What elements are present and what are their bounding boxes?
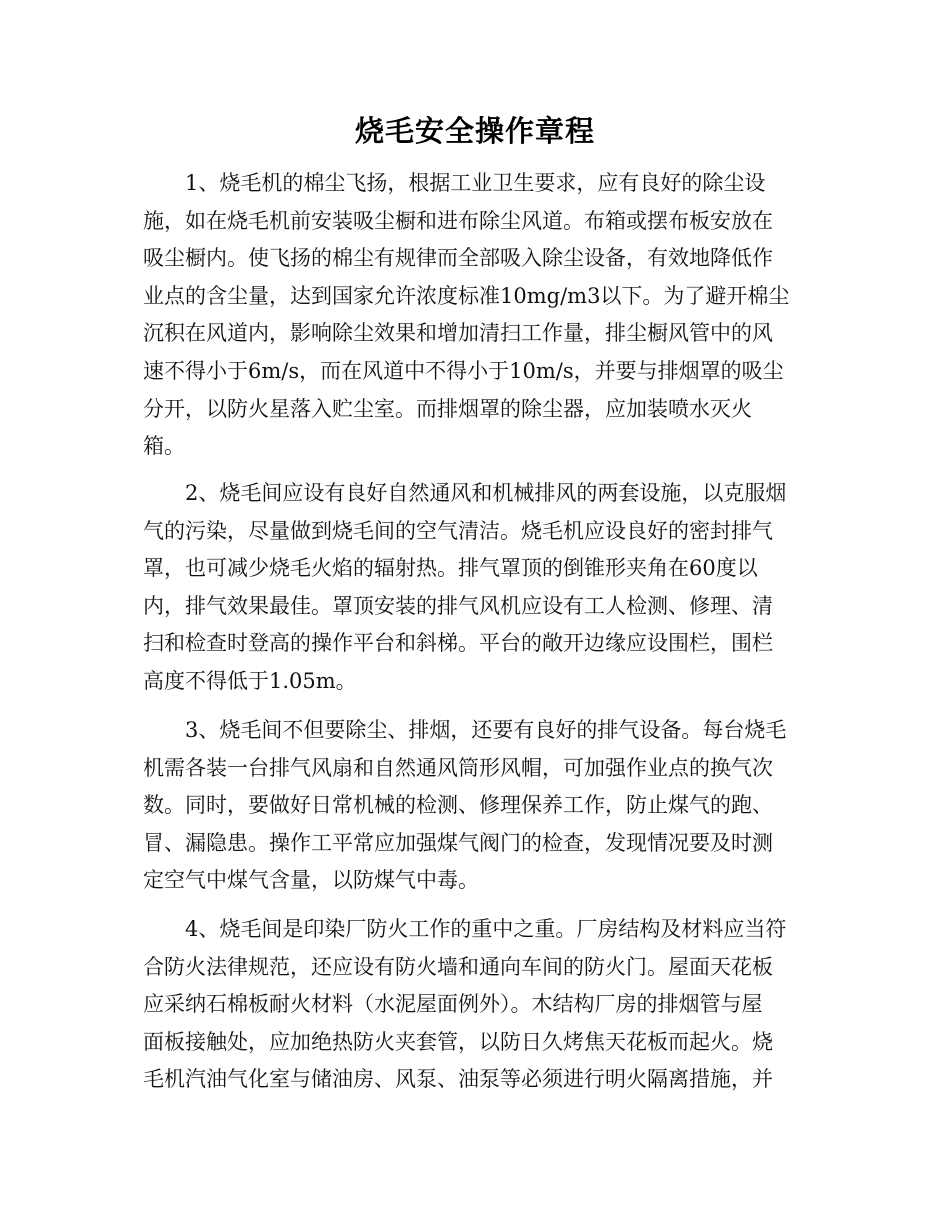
paragraph-line: 扫和检查时登高的操作平台和斜梯。平台的敞开边缘应设围栏，围栏 — [143, 631, 773, 656]
paragraph-4 — [143, 911, 807, 1099]
paragraph-line: 沉积在风道内，影响除尘效果和增加清扫工作量，排尘橱风管中的风 — [143, 321, 773, 346]
paragraph-line: 箱。 — [143, 434, 185, 459]
paragraph-line: 内，排气效果最佳。罩顶安装的排气风机应设有工人检测、修理、清 — [143, 593, 773, 618]
paragraph-line: 2、烧毛间应设有良好自然通风和机械排风的两套设施，以克服烟 — [185, 481, 787, 505]
paragraph-line: 合防火法律规范，还应设有防火墙和通向车间的防火门。屋面天花板 — [143, 954, 773, 979]
paragraph-line: 毛机汽油气化室与储油房、风泵、油泵等必须进行明火隔离措施，并 — [143, 1067, 773, 1092]
paragraph-3 — [143, 712, 807, 900]
paragraph-line: 分开，以防火星落入贮尘室。而排烟罩的除尘器，应加装喷水灭火 — [143, 396, 752, 421]
paragraph-line: 4、烧毛间是印染厂防火工作的重中之重。厂房结构及材料应当符 — [185, 917, 787, 941]
document-title: 烧毛安全操作章程 — [354, 114, 595, 148]
paragraph-line: 高度不得低于1.05m。 — [143, 668, 357, 693]
paragraph-1 — [143, 165, 807, 466]
paragraph-line: 气的污染，尽量做到烧毛间的空气清洁。烧毛机应设良好的密封排气 — [143, 518, 773, 543]
paragraph-line: 数。同时，要做好日常机械的检测、修理保养工作，防止煤气的跑、 — [143, 793, 773, 818]
paragraph-line: 应采纳石棉板耐火材料（水泥屋面例外）。木结构厂房的排烟管与屋 — [143, 992, 763, 1017]
paragraph-line: 施，如在烧毛机前安装吸尘橱和进布除尘风道。布箱或摆布板安放在 — [143, 208, 773, 233]
paragraph-line: 吸尘橱内。使飞扬的棉尘有规律而全部吸入除尘设备，有效地降低作 — [143, 246, 773, 271]
paragraph-2 — [143, 475, 807, 701]
paragraph-line: 1、烧毛机的棉尘飞扬，根据工业卫生要求，应有良好的除尘设 — [185, 171, 766, 195]
paragraph-line: 罩，也可减少烧毛火焰的辐射热。排气罩顶的倒锥形夹角在60度以 — [143, 556, 758, 581]
paragraph-line: 业点的含尘量，达到国家允许浓度标准10mg/m3以下。为了避开棉尘 — [143, 283, 790, 308]
paragraph-line: 定空气中煤气含量，以防煤气中毒。 — [143, 868, 479, 893]
paragraph-line: 面板接触处，应加绝热防火夹套管，以防日久烤焦天花板而起火。烧 — [143, 1029, 773, 1054]
paragraph-line: 速不得小于6m/s，而在风道中不得小于10m/s，并要与排烟罩的吸尘 — [143, 358, 784, 383]
paragraph-line: 3、烧毛间不但要除尘、排烟，还要有良好的排气设备。每台烧毛 — [185, 718, 787, 742]
paragraph-line: 机需各装一台排气风扇和自然通风筒形风帽，可加强作业点的换气次 — [143, 755, 773, 780]
paragraph-line: 冒、漏隐患。操作工平常应加强煤气阀门的检查，发现情况要及时测 — [143, 830, 773, 855]
